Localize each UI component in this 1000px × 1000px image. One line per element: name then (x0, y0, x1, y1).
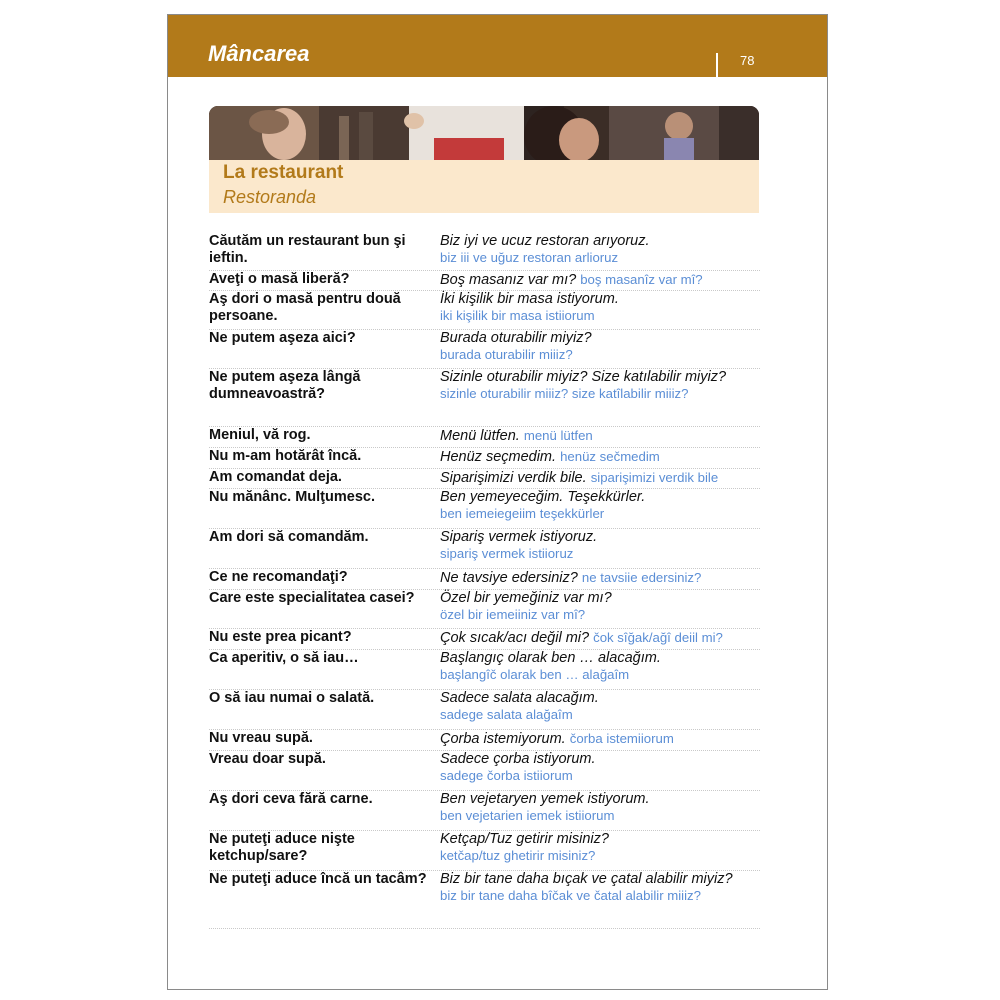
pronunciation: ketčap/tuz ghetirir misiniz? (440, 848, 596, 863)
turkish-phrase: Biz iyi ve ucuz restoran arıyoruz. (440, 233, 650, 249)
turkish-translation (438, 233, 760, 270)
turkish-phrase: Özel bir yemeğiniz var mı? (440, 590, 612, 606)
turkish-phrase: Ben vejetaryen yemek istiyorum. (440, 791, 650, 807)
phrase-row (209, 469, 760, 489)
romanian-phrase: Nu m-am hotărât încă. (209, 448, 362, 464)
romanian-phrase: Ne putem aşeza aici? (209, 330, 356, 346)
phrase-row (209, 690, 760, 730)
turkish-translation (438, 448, 760, 468)
phrase-row (209, 489, 760, 529)
pronunciation: sadege čorba istiiorum (440, 768, 573, 783)
turkish-translation (438, 650, 760, 689)
phrase-list (209, 233, 760, 929)
pronunciation: sipariş vermek istiioruz (440, 546, 574, 561)
section-banner (209, 160, 759, 213)
romanian-phrase: Ca aperitiv, o să iau… (209, 650, 359, 666)
turkish-translation (438, 871, 760, 928)
turkish-phrase: Menü lütfen. (440, 428, 520, 444)
phrasebook-page (167, 14, 828, 990)
pronunciation: biz iii ve uğuz restoran arlioruz (440, 250, 619, 265)
turkish-translation (438, 489, 760, 528)
turkish-phrase: Burada oturabilir miyiz? (440, 330, 592, 346)
restaurant-photo-illustration (209, 106, 759, 160)
turkish-translation (438, 831, 760, 870)
romanian-phrase: Vreau doar supă. (209, 751, 326, 767)
turkish-phrase: İki kişilik bir masa istiyorum. (440, 291, 619, 307)
pronunciation: sadege salata alağaîm (440, 707, 573, 722)
phrase-row (209, 751, 760, 791)
turkish-phrase: Siparişimizi verdik bile. (440, 470, 587, 486)
phrase-row (209, 831, 760, 871)
turkish-translation (438, 469, 760, 488)
turkish-translation (438, 590, 760, 628)
turkish-phrase: Ketçap/Tuz getirir misiniz? (440, 831, 609, 847)
pronunciation: sizinle oturabilir miiiz? size katîlabilir miiiz? (440, 386, 689, 401)
turkish-translation (438, 330, 760, 368)
romanian-phrase: O să iau numai o salată. (209, 690, 375, 706)
pronunciation: boş masanîz var mî? (580, 272, 703, 287)
pronunciation: čok sîğak/ağî deiil mi? (593, 630, 723, 645)
turkish-phrase: Başlangıç olarak ben … alacağım. (440, 650, 661, 666)
phrase-row (209, 448, 760, 469)
romanian-phrase: Aveţi o masă liberă? (209, 271, 350, 287)
phrase-row (209, 291, 760, 330)
phrase-row (209, 271, 760, 291)
pronunciation: siparişimizi verdik bile (590, 470, 719, 485)
phrase-row (209, 529, 760, 569)
section-subtitle: Restoranda (223, 187, 317, 207)
turkish-translation (438, 791, 760, 830)
turkish-translation (438, 291, 760, 329)
romanian-phrase: Ne putem aşeza lângă dumneavoastră? (209, 369, 361, 402)
romanian-phrase: Meniul, vă rog. (209, 427, 311, 443)
pronunciation: menü lütfen (523, 428, 593, 443)
turkish-phrase: Ne tavsiye edersiniz? (440, 570, 578, 586)
phrase-row (209, 330, 760, 369)
phrase-row (209, 629, 760, 650)
turkish-translation (438, 271, 760, 290)
section-title: La restaurant (223, 162, 344, 183)
turkish-phrase: Sadece salata alacağım. (440, 690, 599, 706)
header-divider (716, 53, 718, 77)
pronunciation: ben iemeiegeiim teşekkürler (440, 506, 605, 521)
pronunciation: burada oturabilir miiiz? (440, 347, 573, 362)
phrase-row (209, 730, 760, 751)
phrase-row (209, 871, 760, 929)
romanian-phrase: Nu mănânc. Mulţumesc. (209, 489, 375, 505)
turkish-translation (438, 427, 760, 447)
turkish-phrase: Sadece çorba istiyorum. (440, 751, 596, 767)
phrase-row (209, 427, 760, 448)
romanian-phrase: Căutăm un restaurant bun şi ieftin. (209, 233, 406, 266)
chapter-title: Mâncarea (208, 41, 310, 66)
romanian-phrase: Nu vreau supă. (209, 730, 313, 746)
pronunciation: čorba istemiiorum (569, 731, 674, 746)
romanian-phrase: Aş dori o masă pentru două persoane. (209, 291, 401, 324)
phrase-row (209, 650, 760, 690)
turkish-phrase: Biz bir tane daha bıçak ve çatal alabilir miyiz? (440, 871, 733, 887)
phrase-row (209, 791, 760, 831)
turkish-translation (438, 751, 760, 790)
pronunciation: henüz sečmedim (560, 449, 660, 464)
romanian-phrase: Am comandat deja. (209, 469, 342, 485)
turkish-phrase: Boş masanız var mı? (440, 272, 577, 288)
romanian-phrase: Care este specialitatea casei? (209, 590, 415, 606)
pronunciation: ne tavsiie edersiniz? (581, 570, 702, 585)
page-header (168, 15, 827, 77)
turkish-phrase: Çorba istemiyorum. (440, 731, 566, 747)
pronunciation: ben vejetarien iemek istiiorum (440, 808, 615, 823)
pronunciation: başlangîč olarak ben … alağaîm (440, 667, 630, 682)
romanian-phrase: Ce ne recomandaţi? (209, 569, 348, 585)
turkish-translation (438, 690, 760, 729)
turkish-phrase: Sizinle oturabilir miyiz? Size katılabilir miyiz? (440, 369, 727, 385)
romanian-phrase: Aş dori ceva fără carne. (209, 791, 373, 807)
phrase-row (209, 233, 760, 271)
phrase-row (209, 569, 760, 590)
restaurant-photo (209, 106, 759, 160)
pronunciation: özel bir iemeiiniz var mî? (440, 607, 586, 622)
pronunciation: biz bir tane daha bîčak ve čatal alabilir miiiz? (440, 888, 701, 903)
turkish-phrase: Sipariş vermek istiyoruz. (440, 529, 598, 545)
turkish-translation (438, 730, 760, 750)
romanian-phrase: Nu este prea picant? (209, 629, 352, 645)
romanian-phrase: Ne puteţi aduce nişte ketchup/sare? (209, 831, 355, 864)
turkish-translation (438, 569, 760, 589)
turkish-translation (438, 529, 760, 568)
turkish-phrase: Çok sıcak/acı değil mi? (440, 630, 590, 646)
turkish-translation (438, 369, 760, 426)
page-number: 78 (740, 53, 755, 68)
phrase-row (209, 590, 760, 629)
turkish-translation (438, 629, 760, 649)
romanian-phrase: Am dori să comandăm. (209, 529, 369, 545)
pronunciation: iki kişilik bir masa istiiorum (440, 308, 595, 323)
phrase-row (209, 369, 760, 427)
turkish-phrase: Henüz seçmedim. (440, 449, 557, 465)
turkish-phrase: Ben yemeyeceğim. Teşekkürler. (440, 489, 646, 505)
romanian-phrase: Ne puteţi aduce încă un tacâm? (209, 871, 427, 887)
